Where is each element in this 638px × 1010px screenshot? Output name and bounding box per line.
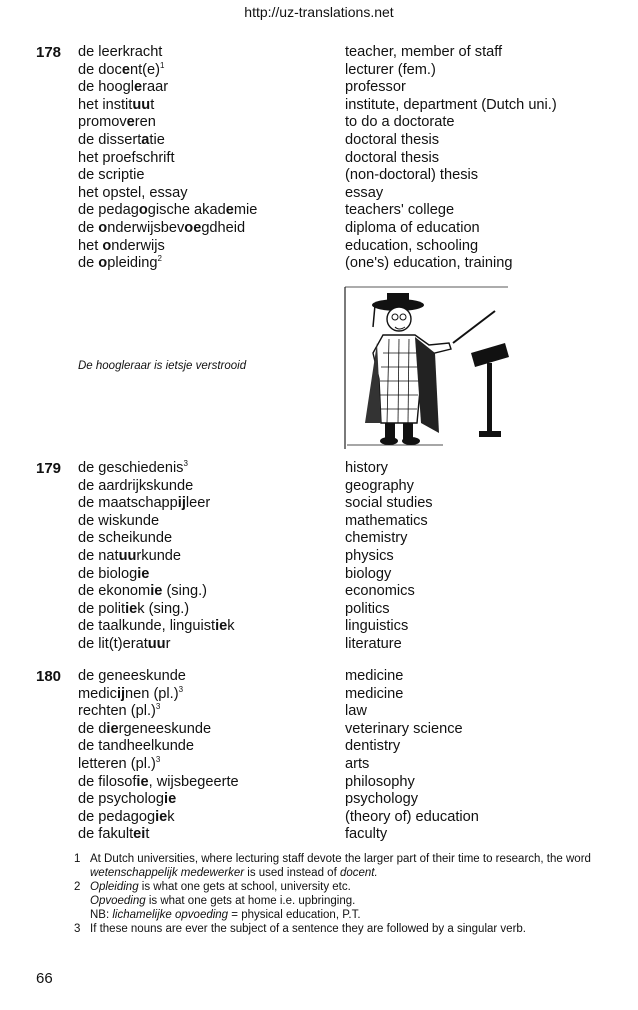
english-translation: teacher, member of staff bbox=[345, 44, 503, 60]
english-translation: (one's) education, training bbox=[345, 255, 513, 272]
english-translation: philosophy bbox=[345, 773, 415, 790]
dutch-term: medicijnen $(pl.)^3$ bbox=[78, 684, 184, 702]
footnote-line: NB: lichamelijke opvoeding = physical education, P.T. bbox=[90, 909, 361, 921]
vocab-row bbox=[0, 238, 638, 256]
dutch-term: de diergeneeskunde bbox=[78, 720, 212, 737]
vocab-row bbox=[0, 809, 638, 827]
vocab-row bbox=[0, 583, 638, 601]
vocab-row bbox=[0, 636, 638, 654]
dutch-term: de geschiedenis$^3$ bbox=[78, 459, 188, 476]
dutch-term: de dissertatie bbox=[78, 132, 165, 148]
vocab-row bbox=[0, 202, 638, 220]
english-translation: arts bbox=[345, 756, 370, 772]
english-translation: doctoral thesis bbox=[345, 132, 440, 148]
footnote-number: 1 bbox=[74, 853, 81, 865]
dutch-term: de tandheelkunde bbox=[78, 738, 195, 755]
vocab-row bbox=[0, 668, 638, 686]
vocab-row bbox=[0, 150, 638, 168]
footnote-line: Opvoeding is what one gets at home i.e. upbringing. bbox=[90, 895, 356, 907]
english-translation: linguistics bbox=[345, 618, 409, 635]
vocab-row bbox=[0, 530, 638, 548]
dutch-term: letteren $(pl.)^3$ bbox=[78, 755, 161, 772]
english-translation: psychology bbox=[345, 791, 419, 808]
dutch-term: de leerkracht bbox=[78, 44, 163, 60]
vocab-row bbox=[0, 826, 638, 844]
dutch-term: het onderwijs bbox=[78, 237, 165, 254]
dutch-term: promoveren bbox=[78, 114, 156, 131]
vocab-row bbox=[0, 548, 638, 566]
vocab-row bbox=[0, 618, 638, 636]
vocab-row bbox=[0, 721, 638, 739]
vocab-row bbox=[0, 132, 638, 150]
english-translation: (non-doctoral) thesis bbox=[345, 167, 479, 184]
vocab-row bbox=[0, 566, 638, 584]
footnote-1 bbox=[74, 852, 614, 880]
footnote-text: At Dutch universities, where lecturing staff devote the larger part of their time to research, the word wetenschappelijk medewerker is used instead of docent. bbox=[90, 853, 591, 879]
english-translation: diploma of education bbox=[345, 220, 480, 236]
illustration-caption: De hoogleraar is ietsje verstrooid bbox=[78, 360, 247, 372]
english-translation: dentistry bbox=[345, 738, 401, 755]
page-number: 66 bbox=[36, 970, 53, 987]
english-translation: biology bbox=[345, 565, 392, 582]
dutch-term: het proefschrift bbox=[78, 149, 175, 166]
vocab-row bbox=[0, 44, 638, 62]
dutch-term: de hoogleraar bbox=[78, 79, 169, 96]
footnote-number: 2 bbox=[74, 881, 81, 893]
english-translation: to do a doctorate bbox=[345, 114, 455, 131]
english-translation: law bbox=[345, 703, 367, 720]
english-translation: (theory of) education bbox=[345, 808, 479, 825]
dutch-term: de scriptie bbox=[78, 167, 145, 184]
vocab-row bbox=[0, 114, 638, 132]
vocab-row bbox=[0, 97, 638, 115]
vocab-row bbox=[0, 185, 638, 203]
vocab-row bbox=[0, 478, 638, 496]
dutch-term: de onderwijsbevoegdheid bbox=[78, 220, 246, 236]
vocab-row bbox=[0, 62, 638, 80]
vocab-row bbox=[0, 167, 638, 185]
section-number: 179 bbox=[36, 460, 62, 477]
english-translation: doctoral thesis bbox=[345, 149, 440, 166]
vocab-row bbox=[0, 601, 638, 619]
dutch-term: het opstel, essay bbox=[78, 184, 188, 201]
dutch-term: de wiskunde bbox=[78, 512, 160, 529]
english-translation: faculty bbox=[345, 826, 388, 843]
vocab-row bbox=[0, 513, 638, 531]
dutch-term: de geneeskunde bbox=[78, 668, 186, 684]
dutch-term: de fakulteit bbox=[78, 826, 150, 843]
footnote-2 bbox=[74, 880, 614, 922]
section-number: 180 bbox=[36, 668, 62, 685]
dutch-term: de psychologie bbox=[78, 791, 177, 808]
vocab-row bbox=[0, 79, 638, 97]
dutch-term: de politiek (sing.) bbox=[78, 600, 190, 617]
dutch-term: het instituut bbox=[78, 96, 155, 113]
vocab-row bbox=[0, 460, 638, 478]
english-translation: literature bbox=[345, 636, 402, 652]
english-translation: history bbox=[345, 460, 388, 476]
vocab-row bbox=[0, 738, 638, 756]
vocab-row bbox=[0, 774, 638, 792]
english-translation: veterinary science bbox=[345, 720, 463, 737]
dutch-term: de taalkunde, linguistiek bbox=[78, 618, 235, 635]
dutch-term: de filosofie, wijsbegeerte bbox=[78, 773, 239, 790]
dutch-term: de $docent(e)^1$ bbox=[78, 60, 165, 78]
english-translation: medicine bbox=[345, 668, 404, 684]
dutch-term: de scheikunde bbox=[78, 530, 173, 547]
english-translation: economics bbox=[345, 583, 415, 600]
dutch-term: de pedagogiek bbox=[78, 808, 175, 825]
english-translation: social studies bbox=[345, 495, 433, 512]
dutch-term: rechten $(pl.)^3$ bbox=[78, 702, 161, 720]
english-translation: professor bbox=[345, 79, 406, 96]
dutch-term: de ekonomie (sing.) bbox=[78, 583, 207, 600]
dutch-term: de biologie bbox=[78, 565, 150, 582]
footnote-3 bbox=[74, 922, 614, 936]
vocab-row bbox=[0, 686, 638, 704]
english-translation: lecturer (fem.) bbox=[345, 61, 436, 78]
english-translation: chemistry bbox=[345, 530, 408, 547]
footnote-number: 3 bbox=[74, 923, 81, 935]
english-translation: mathematics bbox=[345, 512, 428, 529]
dutch-term: de pedagogische akademie bbox=[78, 202, 258, 219]
footnote-text: Opleiding is what one gets at school, university etc. bbox=[90, 881, 351, 893]
english-translation: geography bbox=[345, 477, 414, 494]
english-translation: institute, department (Dutch uni.) bbox=[345, 96, 557, 113]
dutch-term: de natuurkunde bbox=[78, 548, 182, 564]
english-translation: medicine bbox=[345, 685, 404, 702]
english-translation: essay bbox=[345, 184, 384, 201]
footnotes bbox=[74, 852, 614, 936]
vocab-row bbox=[0, 756, 638, 774]
vocab-row bbox=[0, 703, 638, 721]
english-translation: politics bbox=[345, 600, 390, 617]
english-translation: education, schooling bbox=[345, 237, 479, 254]
source-url: http://uz-translations.net bbox=[244, 4, 394, 20]
vocab-row bbox=[0, 791, 638, 809]
english-translation: physics bbox=[345, 548, 394, 564]
vocab-row bbox=[0, 495, 638, 513]
section-number: 178 bbox=[36, 44, 62, 61]
dutch-term: de aardrijkskunde bbox=[78, 477, 194, 494]
professor-illustration bbox=[343, 283, 513, 451]
dutch-term: de lit(t)eratuur bbox=[78, 636, 171, 652]
dutch-term: de maatschappijleer bbox=[78, 495, 211, 512]
footnote-text: If these nouns are ever the subject of a sentence they are followed by a singular verb. bbox=[90, 923, 526, 935]
dutch-term: de opleiding$^2$ bbox=[78, 254, 162, 272]
english-translation: teachers' college bbox=[345, 202, 455, 219]
vocab-row bbox=[0, 220, 638, 238]
vocab-row bbox=[0, 255, 638, 273]
